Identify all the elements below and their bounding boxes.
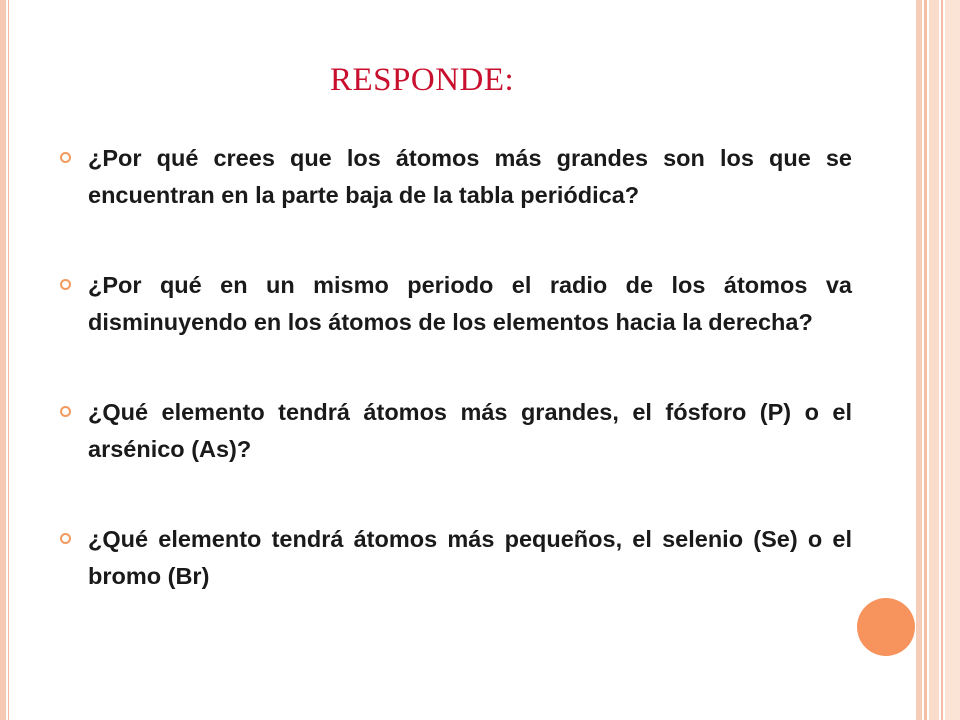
right-stripe-decoration xyxy=(945,0,960,720)
question-item xyxy=(60,140,852,214)
question-item xyxy=(60,521,852,595)
right-stripe-decoration xyxy=(924,0,927,720)
slide-title: RESPONDE: xyxy=(330,62,515,98)
left-border-decoration xyxy=(0,0,6,720)
bullet-circle-icon xyxy=(60,406,71,417)
accent-circle-icon xyxy=(857,598,915,656)
right-stripe-decoration xyxy=(916,0,922,720)
question-item xyxy=(60,394,852,468)
bullet-circle-icon xyxy=(60,279,71,290)
question-text: ¿Por qué en un mismo periodo el radio de los átomos va disminuyendo en los átomos de los elementos hacia la derecha? xyxy=(88,272,852,335)
bullet-circle-icon xyxy=(60,533,71,544)
question-list xyxy=(60,140,852,595)
right-stripe-decoration xyxy=(929,0,939,720)
question-text: ¿Qué elemento tendrá átomos más pequeños, el selenio (Se) o el bromo (Br) xyxy=(88,526,852,589)
question-text: ¿Por qué crees que los átomos más grandes son los que se encuentran en la parte baja de la tabla periódica? xyxy=(88,145,852,208)
question-text: ¿Qué elemento tendrá átomos más grandes, el fósforo (P) o el arsénico (As)? xyxy=(88,399,852,462)
bullet-circle-icon xyxy=(60,152,71,163)
right-stripe-decoration xyxy=(941,0,943,720)
left-border-line xyxy=(8,0,9,720)
question-item xyxy=(60,267,852,341)
